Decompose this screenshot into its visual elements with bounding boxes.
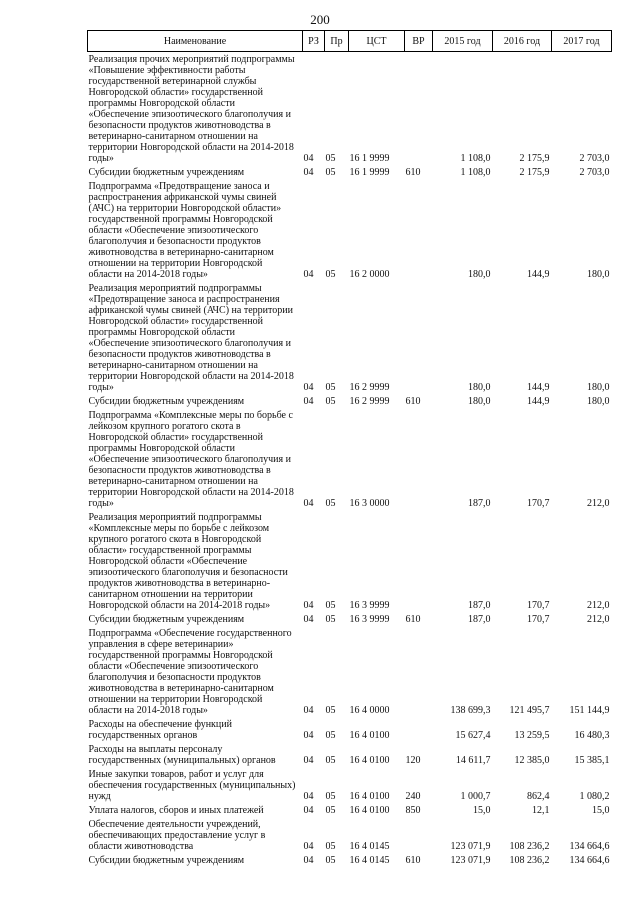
table-row <box>88 767 612 803</box>
row-pr: 05 <box>325 396 336 407</box>
row-pr: 05 <box>325 153 336 164</box>
row-name: Реализация прочих мероприятий подпрограммы «Повышение эффективности работы государственной ветеринарной службы Новгородской области» государственной программы Новгородской области «Обеспечение эпизоотического благополучия и безопасности продуктов животноводства в ветеринарно-санитарном отношении на территории Новгородской области на 2014-2018 годы» <box>88 54 295 164</box>
row-name: Подпрограмма «Комплексные меры по борьбе с лейкозом крупного рогатого скота в Новгородской области» государственной программы Новгородской области «Обеспечение эпизоотического благополучия и безопасности продуктов животноводства в ветеринарно-санитарном отношении на территории Новгородской области на 2014-2018 годы» <box>88 410 294 509</box>
row-vr <box>405 626 433 717</box>
row-2017: 180,0 <box>587 396 610 407</box>
row-2015: 180,0 <box>468 382 491 393</box>
row-2016: 144,9 <box>527 382 550 393</box>
row-rz: 04 <box>303 705 314 716</box>
row-2017: 180,0 <box>587 382 610 393</box>
row-name: Субсидии бюджетным учреждениям <box>88 396 245 407</box>
budget-table <box>87 30 612 867</box>
row-2015: 15 627,4 <box>455 730 491 741</box>
table-row <box>88 394 612 408</box>
row-2017: 212,0 <box>587 600 610 611</box>
row-pr: 05 <box>325 841 336 852</box>
row-2017: 16 480,3 <box>574 730 610 741</box>
row-pr: 05 <box>325 705 336 716</box>
table-row <box>88 281 612 394</box>
row-name: Подпрограмма «Предотвращение заноса и распространения африканской чумы свиней (АЧС) на территории Новгородской области» государственной программы Новгородской области «Обеспечение эпизоотического благополучия и безопасности продуктов животноводства в ветеринарно-санитарном отношении на территории Новгородской области на 2014-2018 годы» <box>88 181 282 280</box>
row-name: Расходы на обеспечение функций государственных органов <box>88 719 232 741</box>
row-vr: 610 <box>405 167 421 178</box>
row-rz: 04 <box>303 396 314 407</box>
row-vr <box>405 817 433 853</box>
header-rz: РЗ <box>303 31 325 52</box>
row-name: Субсидии бюджетным учреждениям <box>88 614 245 625</box>
row-rz: 04 <box>303 614 314 625</box>
table-row <box>88 626 612 717</box>
row-rz: 04 <box>303 805 314 816</box>
row-2017: 15 385,1 <box>574 755 610 766</box>
row-cst: 16 3 9999 <box>349 614 390 625</box>
row-vr: 850 <box>405 805 421 816</box>
row-pr: 05 <box>325 600 336 611</box>
table-row <box>88 817 612 853</box>
row-2017: 2 703,0 <box>579 167 610 178</box>
row-pr: 05 <box>325 855 336 866</box>
row-rz: 04 <box>303 791 314 802</box>
row-rz: 04 <box>303 382 314 393</box>
row-2015: 123 071,9 <box>450 841 491 852</box>
row-pr: 05 <box>325 382 336 393</box>
row-pr: 05 <box>325 498 336 509</box>
header-2015: 2015 год <box>433 31 493 52</box>
row-cst: 16 1 9999 <box>349 153 390 164</box>
header-name: Наименование <box>88 31 303 52</box>
row-cst: 16 4 0100 <box>349 791 390 802</box>
row-vr: 610 <box>405 614 421 625</box>
row-2016: 12 385,0 <box>514 755 550 766</box>
row-pr: 05 <box>325 614 336 625</box>
row-cst: 16 2 0000 <box>349 269 390 280</box>
row-cst: 16 2 9999 <box>349 396 390 407</box>
row-2015: 14 611,7 <box>455 755 491 766</box>
table-row <box>88 165 612 179</box>
row-vr: 610 <box>405 855 421 866</box>
row-2015: 187,0 <box>468 600 491 611</box>
row-2016: 144,9 <box>527 269 550 280</box>
row-2016: 121 495,7 <box>509 705 550 716</box>
header-2016: 2016 год <box>493 31 552 52</box>
row-vr <box>405 510 433 612</box>
row-name: Обеспечение деятельности учреждений, обеспечивающих предоставление услуг в области животноводства <box>88 819 266 852</box>
row-name: Реализация мероприятий подпрограммы «Комплексные меры по борьбе с лейкозом крупного рогатого скота в Новгородской области» государственной программы Новгородской области «Обеспечение эпизоотического благополучия и безопасности продуктов животноводства в ветеринарно-санитарном отношении на территории Новгородской области на 2014-2018 годы» <box>88 512 288 611</box>
row-2017: 134 664,6 <box>569 841 610 852</box>
row-pr: 05 <box>325 730 336 741</box>
row-2016: 12,1 <box>532 805 550 816</box>
row-2017: 2 703,0 <box>579 153 610 164</box>
row-name: Подпрограмма «Обеспечение государственного управления в сфере ветеринарии» государственной программы Новгородской области «Обеспечение эпизоотического благополучия и безопасности продуктов животноводства в ветеринарно-санитарном отношении на территории Новгородской области на 2014-2018 годы» <box>88 628 292 716</box>
row-2015: 15,0 <box>473 805 491 816</box>
row-2017: 212,0 <box>587 614 610 625</box>
table-row <box>88 742 612 767</box>
row-vr: 240 <box>405 791 421 802</box>
row-pr: 05 <box>325 269 336 280</box>
row-2017: 151 144,9 <box>569 705 610 716</box>
row-2016: 108 236,2 <box>509 855 550 866</box>
row-rz: 04 <box>303 855 314 866</box>
row-2016: 108 236,2 <box>509 841 550 852</box>
row-2016: 144,9 <box>527 396 550 407</box>
row-pr: 05 <box>325 755 336 766</box>
row-rz: 04 <box>303 269 314 280</box>
row-cst: 16 3 0000 <box>349 498 390 509</box>
row-2017: 180,0 <box>587 269 610 280</box>
page-number: 200 <box>310 12 330 27</box>
row-2017: 134 664,6 <box>569 855 610 866</box>
row-vr <box>405 408 433 510</box>
row-2015: 123 071,9 <box>450 855 491 866</box>
row-cst: 16 4 0100 <box>349 805 390 816</box>
table-row <box>88 612 612 626</box>
row-cst: 16 4 0145 <box>349 841 390 852</box>
row-vr: 120 <box>405 755 421 766</box>
row-2015: 187,0 <box>468 498 491 509</box>
row-cst: 16 4 0100 <box>349 730 390 741</box>
row-2015: 1 108,0 <box>460 167 491 178</box>
row-rz: 04 <box>303 498 314 509</box>
table-row <box>88 803 612 817</box>
row-pr: 05 <box>325 791 336 802</box>
table-header <box>88 31 612 52</box>
row-name: Субсидии бюджетным учреждениям <box>88 167 245 178</box>
row-rz: 04 <box>303 755 314 766</box>
row-2015: 138 699,3 <box>450 705 491 716</box>
table-row <box>88 179 612 281</box>
row-2015: 180,0 <box>468 396 491 407</box>
row-name: Реализация мероприятий подпрограммы «Предотвращение заноса и распространения африканской чумы свиней (АЧС) на территории Новгородской области» государственной программы Новгородской области «Обеспечение эпизоотического благополучия и безопасности продуктов животноводства в ветеринарно-санитарном отношении на территории Новгородской области на 2014-2018 годы» <box>88 283 294 393</box>
table-body <box>88 52 612 868</box>
row-2016: 862,4 <box>527 791 550 802</box>
row-2015: 1 000,7 <box>460 791 491 802</box>
row-2017: 212,0 <box>587 498 610 509</box>
table-row <box>88 510 612 612</box>
row-rz: 04 <box>303 841 314 852</box>
row-pr: 05 <box>325 805 336 816</box>
row-vr <box>405 52 433 166</box>
row-vr: 610 <box>405 396 421 407</box>
row-vr <box>405 281 433 394</box>
row-2016: 13 259,5 <box>514 730 550 741</box>
row-name: Расходы на выплаты персоналу государственных (муниципальных) органов <box>88 744 276 766</box>
row-name: Уплата налогов, сборов и иных платежей <box>88 805 264 816</box>
row-2016: 170,7 <box>527 614 550 625</box>
row-cst: 16 3 9999 <box>349 600 390 611</box>
header-cst: ЦСТ <box>349 31 405 52</box>
row-name: Иные закупки товаров, работ и услуг для обеспечения государственных (муниципальных) нужд <box>88 769 296 802</box>
header-vr: ВР <box>405 31 433 52</box>
row-vr <box>405 717 433 742</box>
header-pr: Пр <box>325 31 349 52</box>
row-cst: 16 1 9999 <box>349 167 390 178</box>
row-cst: 16 2 9999 <box>349 382 390 393</box>
row-2015: 180,0 <box>468 269 491 280</box>
header-2017: 2017 год <box>552 31 612 52</box>
row-rz: 04 <box>303 730 314 741</box>
table-row <box>88 408 612 510</box>
row-name: Субсидии бюджетным учреждениям <box>88 855 245 866</box>
row-cst: 16 4 0100 <box>349 755 390 766</box>
row-2017: 1 080,2 <box>579 791 610 802</box>
row-rz: 04 <box>303 153 314 164</box>
table-row <box>88 52 612 166</box>
row-cst: 16 4 0000 <box>349 705 390 716</box>
row-rz: 04 <box>303 600 314 611</box>
row-rz: 04 <box>303 167 314 178</box>
row-2015: 187,0 <box>468 614 491 625</box>
row-2017: 15,0 <box>592 805 610 816</box>
row-2016: 170,7 <box>527 600 550 611</box>
row-2016: 2 175,9 <box>519 153 550 164</box>
row-pr: 05 <box>325 167 336 178</box>
row-2016: 170,7 <box>527 498 550 509</box>
row-2015: 1 108,0 <box>460 153 491 164</box>
table-row <box>88 717 612 742</box>
row-2016: 2 175,9 <box>519 167 550 178</box>
row-vr <box>405 179 433 281</box>
row-cst: 16 4 0145 <box>349 855 390 866</box>
table-row <box>88 853 612 867</box>
